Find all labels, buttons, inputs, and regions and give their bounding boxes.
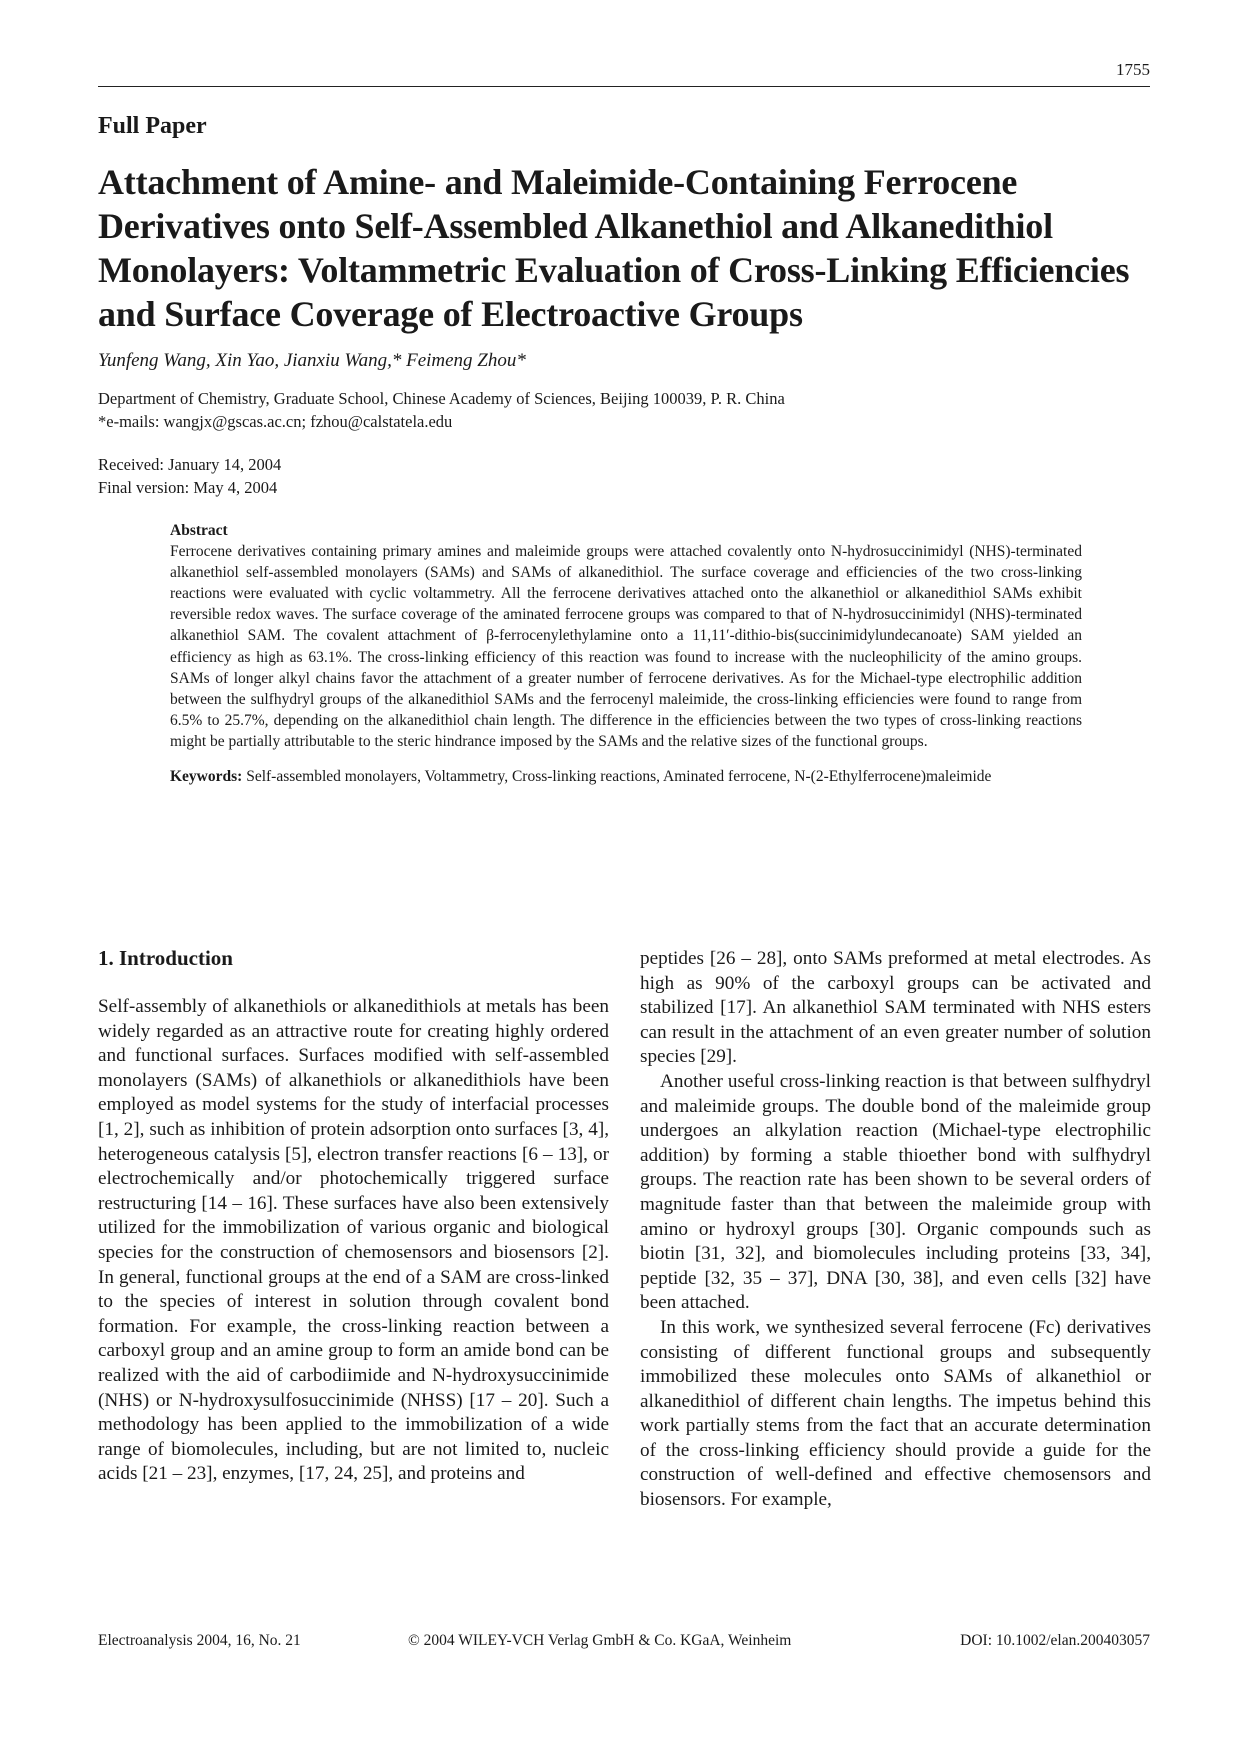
journal-citation: Electroanalysis 2004, 16, No. 21 [98,1632,301,1649]
paper-title: Attachment of Amine- and Maleimide-Containing Ferrocene Derivatives onto Self-Assembled Alkanethiol and Alkanedithiol Monolayers: Voltammetric Evaluation of Cross-Linking Efficiencies and Surface Coverage of Electroactive Groups [98,162,1130,334]
abstract-section [170,520,1082,787]
body-paragraph: peptides [26 – 28], onto SAMs preformed at metal electrodes. As high as 90% of the carboxyl groups can be activated and stabilized [17]. An alkanethiol SAM terminated with NHS esters can result in the attachment of an even greater number of solution species [29]. [640,948,1151,1068]
body-paragraph: In this work, we synthesized several ferrocene (Fc) derivatives consisting of different functional groups and subsequently immobilized these molecules onto SAMs of alkanethiol or alkanedithiol of different chain lengths. The impetus behind this work partially stems from the fact that an accurate determination of the cross-linking efficiency should provide a guide for the construction of well-defined and effective chemosensors and biosensors. For example, [640,1316,1151,1511]
copyright-notice: © 2004 WILEY-VCH Verlag GmbH & Co. KGaA, Weinheim [408,1632,792,1649]
final-version-date: Final version: May 4, 2004 [98,478,278,497]
received-date: Received: January 14, 2004 [98,455,282,474]
keywords-label: Keywords: [170,768,243,786]
section-heading-introduction: 1. Introduction [98,946,233,970]
page-number: 1755 [1116,60,1150,79]
abstract-text: Ferrocene derivatives containing primary amines and maleimide groups were attached covalently onto N-hydrosuccinimidyl (NHS)-terminated alkanethiol self-assembled monolayers (SAMs) and SAMs of alkanedithiol. The surface coverage and efficiencies of the two cross-linking reactions were evaluated with cyclic voltammetry. All the ferrocene derivatives attached onto the alkanethiol or alkanedithiol SAMs exhibit reversible redox waves. The surface coverage of the aminated ferrocene groups was compared to that of N-hydrosuccinimidyl (NHS)-terminated alkanethiol SAM. The covalent attachment of β-ferrocenylethylamine onto a 11,11′-dithio-bis(succinimidylundecanoate) SAM yielded an efficiency as high as 63.1%. The cross-linking efficiency of this reaction was found to increase with the nucleophilicity of the amino groups. SAMs of longer alkyl chains favor the attachment of a greater number of ferrocene derivatives. As for the Michael-type electrophilic addition between the sulfhydryl groups of the alkanedithiol SAMs and the ferrocenyl maleimide, the cross-linking efficiencies were found to range from 6.5% to 25.7%, depending on the alkanedithiol chain length. The difference in the efficiencies between the two types of cross-linking reactions might be partially attributable to the steric hindrance imposed by the SAMs and the relative sizes of the functional groups. [170,543,1082,750]
date-block [98,453,281,499]
body-column-left [98,995,609,1487]
keywords-text: Self-assembled monolayers, Voltammetry, Cross-linking reactions, Aminated ferrocene, N-(2-Ethylferrocene)maleimide [246,768,992,786]
page-footer [98,1632,1150,1654]
affiliation: Department of Chemistry, Graduate School, Chinese Academy of Sciences, Beijing 100039, P. R. China [98,389,785,408]
affiliation-block [98,387,785,433]
author-list: Yunfeng Wang, Xin Yao, Jianxiu Wang,* Feimeng Zhou* [98,350,526,371]
doi: DOI: 10.1002/elan.200403057 [960,1632,1150,1649]
body-column-right [640,947,1151,1513]
body-paragraph: Another useful cross-linking reaction is that between sulfhydryl and maleimide groups. The double bond of the maleimide group undergoes an alkylation reaction (Michael-type electrophilic addition) by forming a stable thioether bond with sulfhydryl groups. The reaction rate has been shown to be several orders of magnitude faster than that between the maleimide group with amino or hydroxyl groups [30]. Organic compounds such as biotin [31, 32], and biomolecules including proteins [33, 34], peptide [32, 35 – 37], DNA [30, 38], and even cells [32] have been attached. [640,1070,1151,1314]
keywords [170,766,1082,787]
section-label: Full Paper [98,113,207,139]
contact-emails: *e-mails: wangjx@gscas.ac.cn; fzhou@calstatela.edu [98,412,453,431]
body-paragraph: Self-assembly of alkanethiols or alkanedithiols at metals has been widely regarded as an attractive route for creating highly ordered and functional surfaces. Surfaces modified with self-assembled monolayers (SAMs) of alkanethiols or alkanedithiols have been employed as model systems for the study of interfacial processes [1, 2], such as inhibition of protein adsorption onto surfaces [3, 4], heterogeneous catalysis [5], electron transfer reactions [6 – 13], or electrochemically and/or photochemically triggered surface restructuring [14 – 16]. These surfaces have also been extensively utilized for the immobilization of various organic and biological species for the construction of chemosensors and biosensors [2]. In general, functional groups at the end of a SAM are cross-linked to the species of interest in solution through covalent bond formation. For example, the cross-linking reaction between a carboxyl group and an amine group to form an amide bond can be realized with the aid of carbodiimide and N-hydroxysuccinimide (NHS) or N-hydroxysulfosuccinimide (NHSS) [17 – 20]. Such a methodology has been applied to the immobilization of a wide range of biomolecules, including, but are not limited to, nucleic acids [21 – 23], enzymes, [17, 24, 25], and proteins and [98,996,609,1485]
abstract-heading: Abstract [170,522,228,539]
header-rule [98,86,1150,87]
